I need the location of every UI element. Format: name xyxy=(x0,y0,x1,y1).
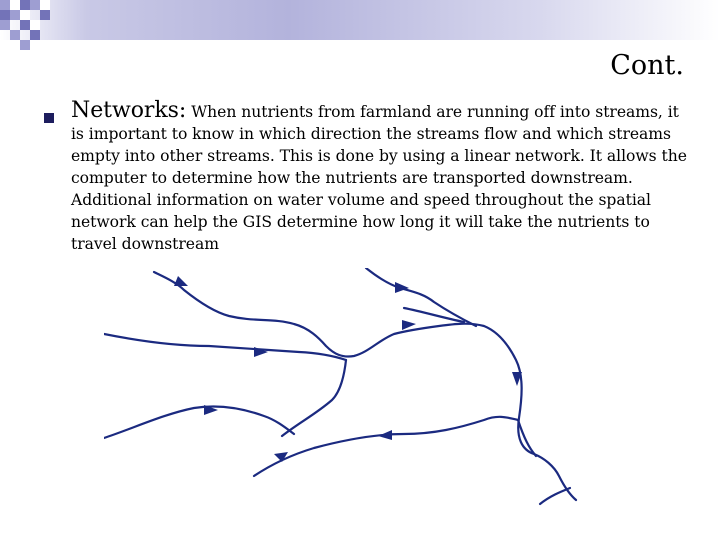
flow-arrows xyxy=(174,276,522,462)
stream-bottom-right xyxy=(540,488,570,504)
stream-lines xyxy=(104,268,576,504)
stream-center xyxy=(282,360,346,436)
stream-network-map xyxy=(104,268,584,508)
slide-title: Cont. xyxy=(610,50,684,81)
stream-bottom xyxy=(254,417,518,476)
flow-arrow-icon xyxy=(402,320,416,330)
bullet-lead-term: Networks: xyxy=(71,98,187,123)
header-band xyxy=(0,0,720,40)
bullet-text xyxy=(71,100,689,255)
corner-squares-decoration xyxy=(0,0,60,50)
flow-arrow-icon xyxy=(174,276,188,286)
stream-main xyxy=(154,272,576,500)
bullet-body: When nutrients from farmland are running off into streams, it is important to know in which direction the streams flow and which streams empty into other streams. This is done by using a linear network. It allows the computer to determine how the nutrients are transported downstream. Additional information on water volume and speed throughout the spatial network can help the GIS determine how long it will take the nutrients to travel downstream xyxy=(71,103,687,253)
stream-left-top xyxy=(104,334,346,360)
flow-arrow-icon xyxy=(395,282,409,293)
square-bullet-icon xyxy=(44,113,54,123)
stream-left-lower xyxy=(104,406,294,438)
stream-upper-right xyxy=(366,268,476,326)
flow-arrow-icon xyxy=(274,452,288,462)
